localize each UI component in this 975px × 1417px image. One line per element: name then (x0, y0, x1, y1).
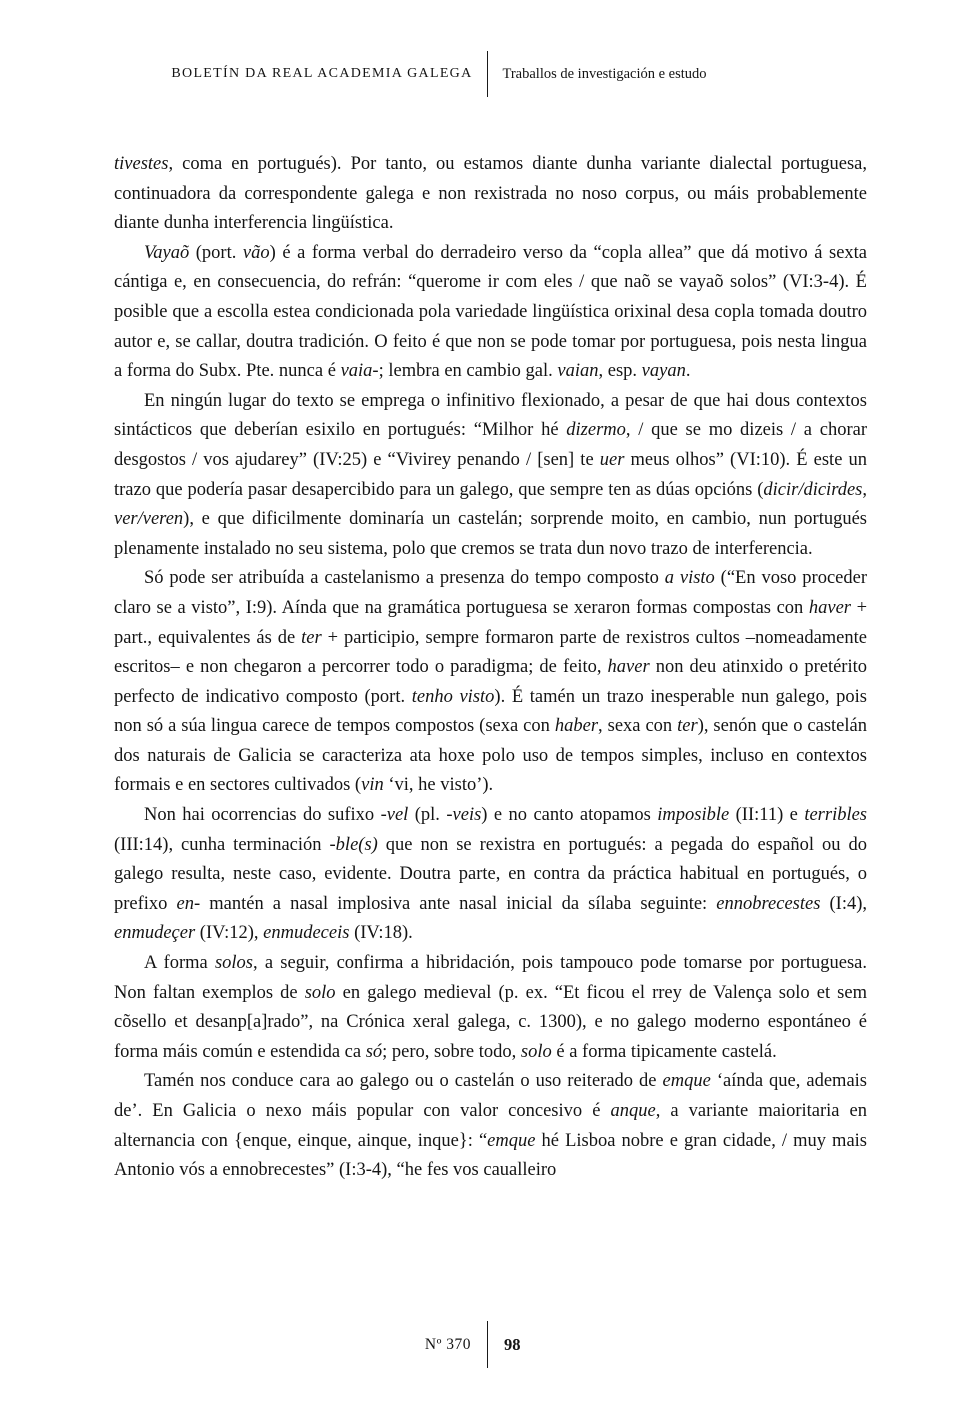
paragraph: tivestes, coma en portugués). Por tanto, ou estamos diante dunha variante dialectal portuguesa, continuadora da correspondente galega e non rexistrada no noso corpus, ou máis probablemente diante dunha interferencia lingüística. (114, 154, 867, 234)
running-header (0, 51, 975, 97)
paragraph: Vayaõ (port. vão) é a forma verbal do derradeiro verso da “copla allea” que dá motivo á sexta cántiga e, en consecuencia, do refrán: “querome ir com eles / que naõ se vayaõ solos” (VI:3-4). É posible que a escolla estea condicionada pola variedade lingüística orixinal desa copla tomada doutro autor e, se callar, doutra tradición. O feito é que non se pode tomar por portuguesa, pois nesta lingua a forma do Subx. Pte. nunca é vaia-; lembra en cambio gal. vaian, esp. vayan. (114, 242, 868, 382)
article-body (114, 150, 867, 1186)
paragraph: Non hai ocorrencias do sufixo -vel (pl. -veis) e no canto atopamos imposible (II:11) e terribles (III:14), cunha terminación -ble(s) que non se rexistra en portugués: a pegada do español ou do galego resulta, neste caso, evidente. Doutra parte, en contra da práctica habitual en portugués, o prefixo en- mantén a nasal implosiva ante nasal inicial da sílaba seguinte: ennobrecestes (I:4), enmudeçer (IV:12), enmudeceis (IV:18). (114, 805, 868, 944)
paragraph: Só pode ser atribuída a castelanismo a presenza do tempo composto a visto (“En voso proceder claro se a visto”, I:9). Aínda que na gramática portuguesa se xeraron formas compostas con haver + part., equivalentes ás de ter + participio, sempre formaron parte de rexistros cultos –nomeadamente escritos– e non chegaron a percorrer todo o paradigma; de feito, haver non deu atinxido o pretérito perfecto de indicativo composto (port. tenho visto). É tamén un trazo inesperable nun galego, pois non só a súa lingua carece de tempos compostos (sexa con haber, sexa con ter), senón que o castelán dos naturais de Galicia se caracteriza ata hoxe polo uso de tempos simples, incluso en contextos formais e en sectores cultivados (vin ‘vi, he visto’). (114, 568, 868, 796)
paragraph: A forma solos, a seguir, confirma a hibridación, pois tampouco pode tomarse por portuguesa. Non faltan exemplos de solo en galego medieval (p. ex. “Et ficou el rrey de Valença solo et sem cõsello et desanp[a]rado”, na Crónica xeral galega, c. 1300), e no galego moderno espontáneo é forma máis común e estendida ca só; pero, sobre todo, solo é a forma tipicamente castelá. (114, 953, 867, 1062)
paragraph: En ningún lugar do texto se emprega o infinitivo flexionado, a pesar de que hai dous contextos sintácticos que deberían esixilo en portugués: “Milhor hé dizermo, / que se mo dizeis / a chorar desgostos / vos ajudarey” (IV:25) e “Vivirey penando / [sen] te uer meus olhos” (VI:10). É este un trazo que podería pasar desapercibido para un galego, que sempre ten as dúas opcións (dicir/dicirdes, ver/veren), e que dificilmente dominaría un castelán; sorprende moito, en cambio, nun portugués plenamente instalado no seu sistema, polo que cremos se trata dun novo trazo de interferencia. (114, 390, 867, 559)
running-footer (0, 1321, 975, 1368)
section-title: Traballos de investigación e estudo (502, 65, 707, 82)
paragraph: Tamén nos conduce cara ao galego ou o castelán o uso reiterado de emque ‘aínda que, ademais de’. En Galicia o nexo máis popular con valor concesivo é anque, a variante maioritaria en alternancia con {enque, einque, ainque, inque}: “emque hé Lisboa nobre e gran cidade, / muy mais Antonio vós a ennobrecestes” (I:3-4), “he fes vos caualleiro (114, 1071, 868, 1181)
issue-number: Nº 370 (424, 1335, 471, 1353)
journal-title: BOLETÍN DA REAL ACADEMIA GALEGA (171, 66, 473, 81)
page-number: 98 (504, 1334, 521, 1354)
